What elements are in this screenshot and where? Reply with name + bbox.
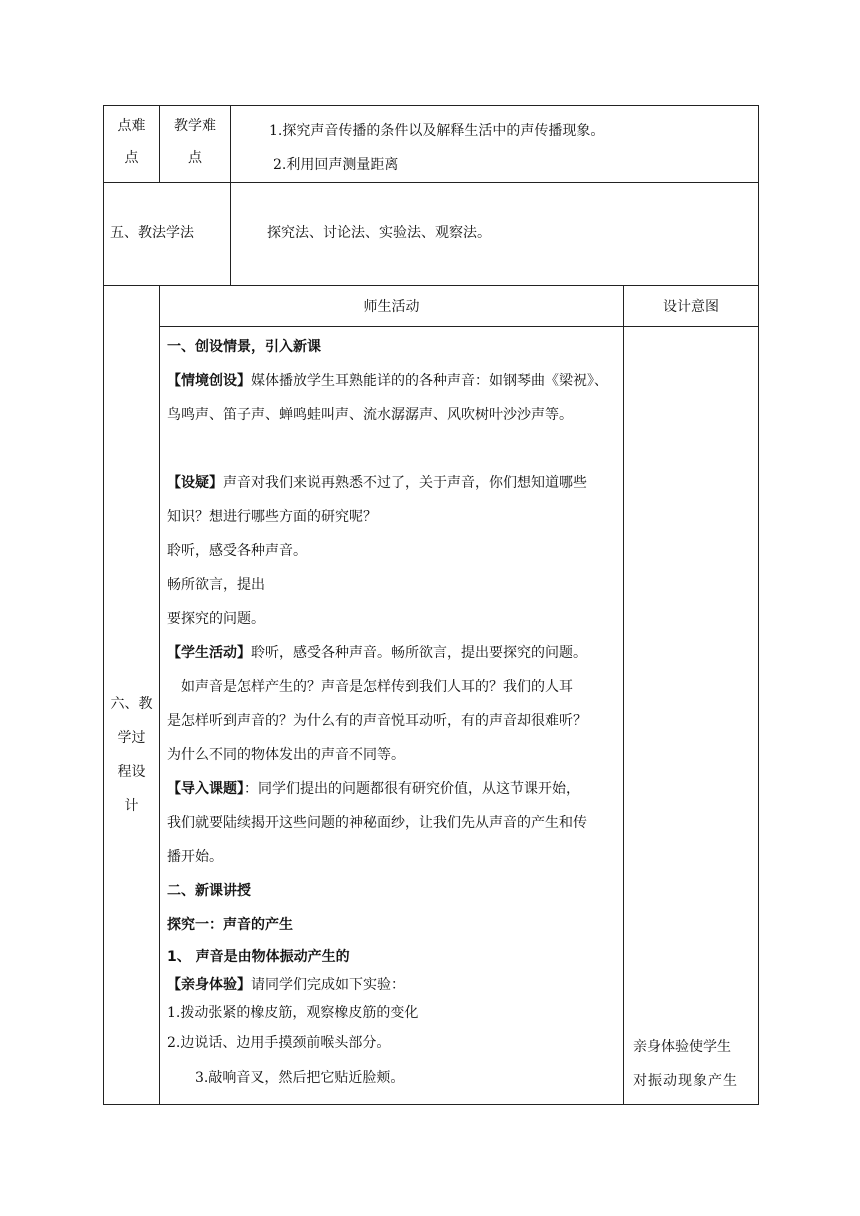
intro-text-1: ：同学们提出的问题都很有研究价值，从这节课开始， — [244, 781, 580, 797]
intent-header-cell — [624, 286, 759, 327]
student-tag: 【学生活动】 — [167, 645, 251, 661]
methods-row — [104, 183, 759, 286]
explore1-title: 探究一：声音的产生 — [167, 917, 293, 933]
intent-content-cell — [624, 327, 759, 1105]
process-label-cell — [104, 286, 160, 1105]
difficulty-content-cell — [231, 106, 759, 183]
question-line-2: 知识？想进行哪些方面的研究呢？ — [167, 509, 377, 525]
difficulty-label-cell — [104, 106, 160, 183]
experiment-1: 1.拨动张紧的橡皮筋，观察橡皮筋的变化 — [167, 1005, 419, 1021]
point1-title: 1、 声音是由物体振动产生的 — [167, 949, 350, 965]
questions-line-2: 是怎样听到声音的？为什么有的声音悦耳动听，有的声音却很难听？ — [167, 713, 587, 729]
questions-line-1: 如声音是怎样产生的？声音是怎样传到我们人耳的？我们的人耳 — [181, 679, 573, 695]
difficulty-item: 1.探究声音传播的条件以及解释生活中的声传播现象。 — [269, 123, 605, 139]
student-text: 聆听，感受各种声音。畅所欲言，提出要探究的问题。 — [251, 645, 587, 661]
methods-label-cell — [104, 183, 231, 286]
intent-header: 设计意图 — [663, 299, 719, 315]
question-text-1: 声音对我们来说再熟悉不过了，关于声音，你们想知道哪些 — [223, 475, 587, 491]
scenario-text-1: 媒体播放学生耳熟能详的的各种声音：如钢琴曲《梁祝》、 — [251, 373, 608, 389]
activity-header: 师生活动 — [363, 299, 420, 315]
plain-line-1: 聆听，感受各种声音。 — [167, 543, 307, 559]
process-header-row — [104, 286, 759, 327]
difficulty-sublabel-line: 教学难 — [174, 118, 216, 134]
process-content-row — [104, 327, 759, 1105]
process-label-line: 六、教 — [110, 696, 153, 712]
experience-line — [167, 972, 619, 998]
difficulty-label-line: 点难 — [117, 118, 146, 134]
intro-line-2: 我们就要陆续揭开这些问题的神秘面纱，让我们先从声音的产生和传 — [167, 815, 587, 831]
difficulty-row — [104, 106, 759, 183]
process-label-line: 计 — [124, 798, 139, 814]
difficulty-sublabel-line: 点 — [188, 150, 202, 166]
intent-line-2: 对振动现象产生 — [633, 1073, 738, 1089]
lesson-plan-table — [103, 105, 759, 1105]
difficulty-sublabel-cell — [160, 106, 231, 183]
activity-content-cell — [160, 327, 624, 1105]
methods-text: 探究法、讨论法、实验法、观察法。 — [267, 225, 491, 241]
scenario-line-1 — [167, 364, 619, 398]
methods-content-cell — [231, 183, 759, 286]
intro-line-1 — [167, 772, 619, 806]
questions-line-3: 为什么不同的物体发出的声音不同等。 — [167, 747, 405, 763]
experiment-3: 3.敲响音叉，然后把它贴近脸颊。 — [195, 1070, 405, 1086]
student-line — [167, 636, 619, 670]
section2-title: 二、新课讲授 — [167, 883, 251, 899]
experience-text: 请同学们完成如下实验： — [251, 977, 405, 993]
experience-tag: 【亲身体验】 — [167, 977, 251, 993]
scenario-tag: 【情境创设】 — [167, 373, 251, 389]
intro-line-3: 播开始。 — [167, 849, 223, 865]
intent-line-1: 亲身体验使学生 — [633, 1039, 731, 1055]
section1-title: 一、创设情景，引入新课 — [167, 339, 321, 355]
scenario-line-2: 鸟鸣声、笛子声、蝉鸣蛙叫声、流水潺潺声、风吹树叶沙沙声等。 — [167, 407, 573, 423]
plain-line-3: 要探究的问题。 — [167, 611, 265, 627]
experiment-2: 2.边说话、边用手摸颈前喉头部分。 — [167, 1035, 391, 1051]
question-tag: 【设疑】 — [167, 475, 223, 491]
process-label-line: 学过 — [117, 730, 146, 746]
activity-header-cell — [160, 286, 624, 327]
methods-label: 五、教法学法 — [110, 225, 194, 241]
intro-tag: 【导入课题】 — [167, 781, 244, 797]
process-label-line: 程设 — [117, 764, 146, 780]
spacer — [167, 432, 619, 466]
question-line-1 — [167, 466, 619, 500]
difficulty-label-line: 点 — [124, 150, 139, 166]
plain-line-2: 畅所欲言，提出 — [167, 577, 265, 593]
difficulty-item: 2.利用回声测量距离 — [273, 157, 399, 173]
